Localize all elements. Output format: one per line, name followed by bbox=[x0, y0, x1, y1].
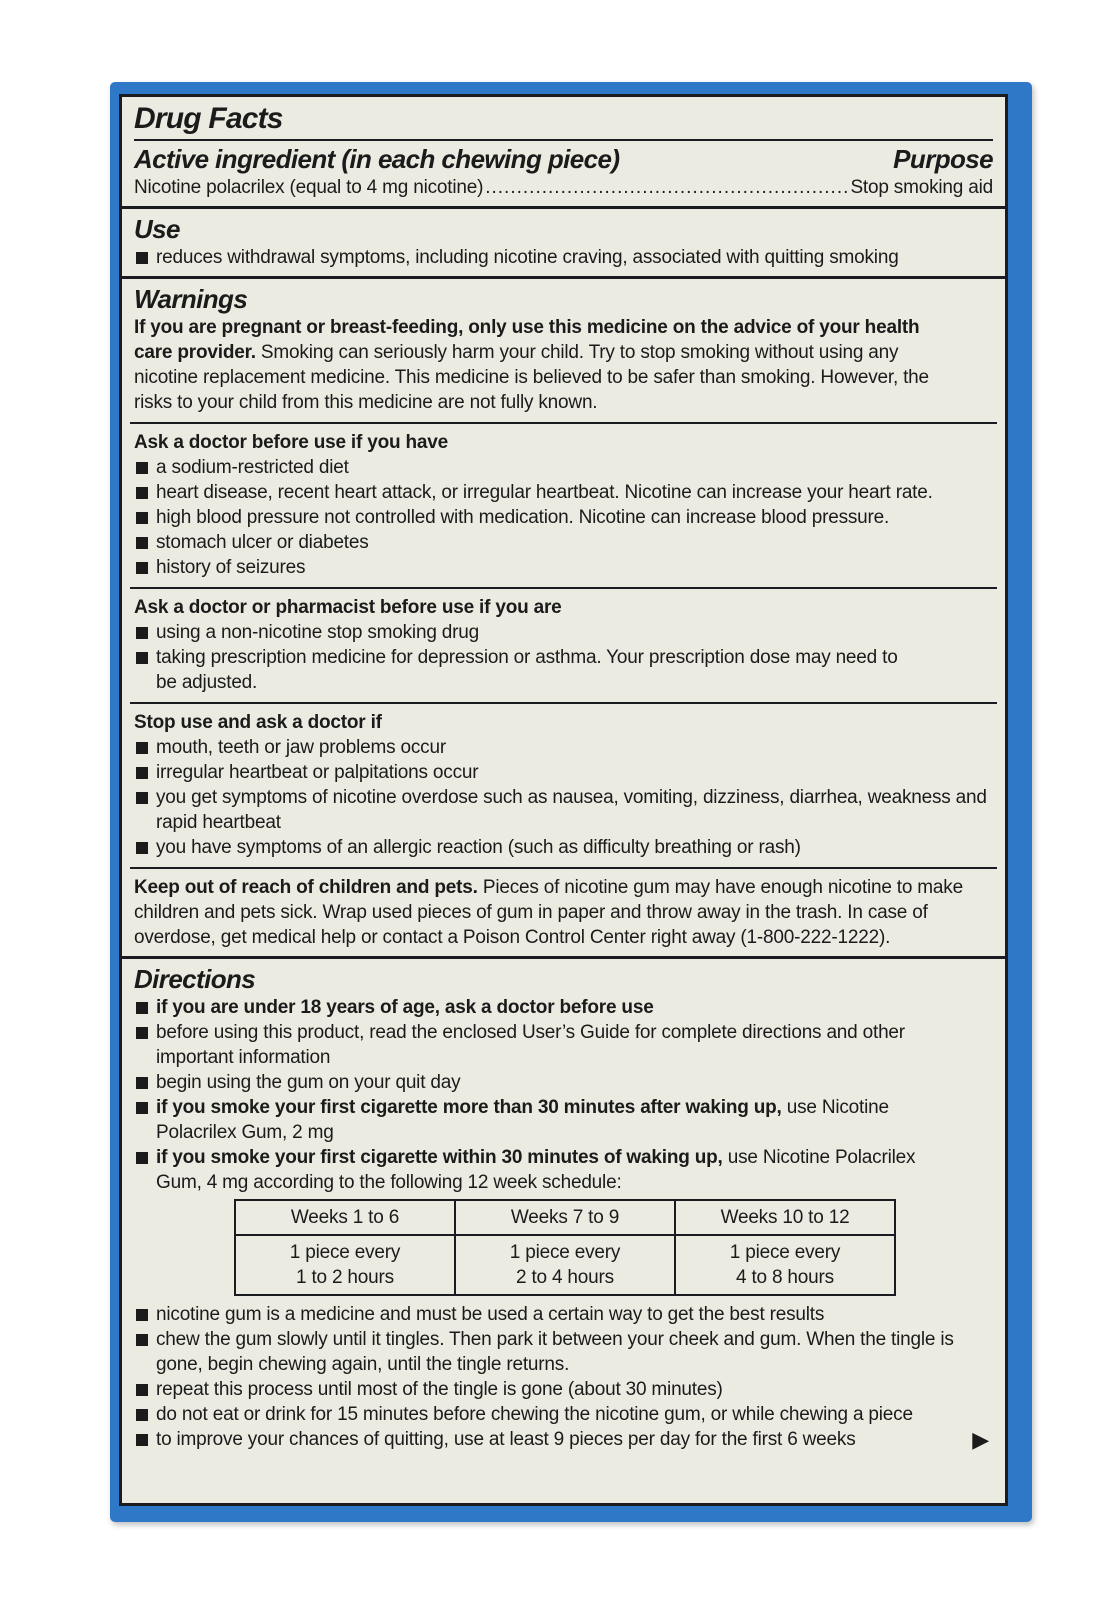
use-heading: Use bbox=[134, 214, 180, 244]
list-item bbox=[134, 1302, 993, 1327]
keep-out-warning bbox=[134, 875, 993, 950]
bullet-square-icon bbox=[136, 487, 148, 499]
warnings-section bbox=[122, 279, 1005, 959]
active-ingredient-section bbox=[122, 97, 1005, 209]
bullet-square-icon bbox=[136, 562, 148, 574]
bullet-square-icon bbox=[136, 1077, 148, 1089]
list-item-text: using a non-nicotine stop smoking drug bbox=[156, 622, 479, 643]
list-item bbox=[134, 1427, 993, 1452]
bullet-square-icon bbox=[136, 537, 148, 549]
ingredient-row bbox=[134, 175, 993, 200]
directions-heading: Directions bbox=[134, 964, 256, 994]
table-cell bbox=[235, 1235, 455, 1295]
list-item-text bbox=[156, 1095, 953, 1145]
list-item-text: stomach ulcer or diabetes bbox=[156, 532, 369, 553]
bullet-square-icon bbox=[136, 1409, 148, 1421]
list-item bbox=[134, 1377, 993, 1402]
item-bold-text: if you smoke your first cigarette more than 30 minutes after waking up, bbox=[156, 1097, 782, 1118]
bullet-square-icon bbox=[136, 627, 148, 639]
list-item-text: heart disease, recent heart attack, or irregular heartbeat. Nicotine can increase your heart rate. bbox=[156, 482, 933, 503]
bullet-square-icon bbox=[136, 1102, 148, 1114]
list-item-text bbox=[156, 1145, 963, 1195]
list-item-text: mouth, teeth or jaw problems occur bbox=[156, 737, 446, 758]
list-item bbox=[134, 1020, 993, 1070]
bullet-square-icon bbox=[136, 652, 148, 664]
purpose-heading: Purpose bbox=[893, 144, 993, 174]
list-item-text: to improve your chances of quitting, use at least 9 pieces per day for the first 6 weeks bbox=[156, 1429, 856, 1450]
keep-out-bold: Keep out of reach of children and pets. bbox=[134, 877, 478, 898]
list-item-text: repeat this process until most of the tingle is gone (about 30 minutes) bbox=[156, 1379, 723, 1400]
list-item-text: you get symptoms of nicotine overdose such as nausea, vomiting, dizziness, diarrhea, weakness and rapid heartbeat bbox=[156, 787, 987, 833]
drug-facts-title: Drug Facts bbox=[134, 102, 283, 135]
bullet-square-icon bbox=[136, 767, 148, 779]
bullet-square-icon bbox=[136, 742, 148, 754]
item-bold-text: if you smoke your first cigarette within 30 minutes of waking up, bbox=[156, 1147, 723, 1168]
bullet-square-icon bbox=[136, 1434, 148, 1446]
cell-line: 1 to 2 hours bbox=[296, 1267, 394, 1288]
list-item bbox=[134, 1145, 993, 1195]
warnings-heading: Warnings bbox=[134, 284, 248, 314]
title-rule bbox=[134, 139, 993, 141]
bullet-square-icon bbox=[136, 512, 148, 524]
pregnancy-warning-text: Smoking can seriously harm your child. Try to stop smoking without using any nicotine replacement medicine. This medicine is believed to be safer than smoking. However, the risks to your child from this medicine are not fully known. bbox=[134, 342, 929, 413]
list-item bbox=[134, 1327, 993, 1377]
list-item bbox=[134, 555, 993, 580]
bullet-square-icon bbox=[136, 1384, 148, 1396]
bullet-square-icon bbox=[136, 1152, 148, 1164]
package-panel bbox=[110, 82, 1032, 1522]
list-item bbox=[134, 455, 993, 480]
list-item-text: do not eat or drink for 15 minutes before chewing the nicotine gum, or while chewing a piece bbox=[156, 1404, 913, 1425]
pregnancy-warning bbox=[134, 315, 993, 415]
divider bbox=[130, 702, 997, 704]
pregnancy-warning-bold: If you are pregnant or breast-feeding, only use this medicine on the advice of your health care provider. bbox=[134, 317, 920, 363]
bullet-square-icon bbox=[136, 792, 148, 804]
dosing-schedule-table bbox=[234, 1199, 896, 1296]
table-header-cell: Weeks 7 to 9 bbox=[455, 1200, 675, 1235]
bullet-square-icon bbox=[136, 1002, 148, 1014]
leader-dots bbox=[485, 175, 848, 200]
cell-line: 1 piece every bbox=[729, 1242, 841, 1263]
list-item bbox=[134, 1402, 993, 1427]
item-text: use Nicotine Polacrilex Gum, 2 mg bbox=[156, 1097, 889, 1143]
cell-line: 2 to 4 hours bbox=[516, 1267, 614, 1288]
list-item-text: if you are under 18 years of age, ask a doctor before use bbox=[156, 997, 654, 1018]
drug-facts-label bbox=[119, 94, 1008, 1506]
item-text: use Nicotine Polacrilex Gum, 4 mg according to the following 12 week schedule: bbox=[156, 1147, 916, 1193]
list-item bbox=[134, 1095, 993, 1145]
list-item-text: history of seizures bbox=[156, 557, 306, 578]
active-ingredient-heading: Active ingredient (in each chewing piece) bbox=[134, 144, 620, 174]
divider bbox=[130, 422, 997, 424]
cell-line: 4 to 8 hours bbox=[736, 1267, 834, 1288]
use-section bbox=[122, 209, 1005, 279]
list-item-text: irregular heartbeat or palpitations occur bbox=[156, 762, 479, 783]
table-row bbox=[235, 1235, 895, 1295]
table-cell bbox=[455, 1235, 675, 1295]
continue-arrow-icon: ▶ bbox=[972, 1427, 989, 1452]
list-item bbox=[134, 505, 993, 530]
bullet-square-icon bbox=[136, 1027, 148, 1039]
list-item bbox=[134, 735, 993, 760]
stop-use-heading: Stop use and ask a doctor if bbox=[134, 712, 382, 733]
use-item-text: reduces withdrawal symptoms, including nicotine craving, associated with quitting smoking bbox=[156, 247, 899, 268]
list-item-text: chew the gum slowly until it tingles. Then park it between your cheek and gum. When the tingle is gone, begin chewing again, until the tingle returns. bbox=[156, 1329, 954, 1375]
list-item bbox=[134, 785, 993, 835]
list-item bbox=[134, 995, 993, 1020]
list-item bbox=[134, 530, 993, 555]
directions-section bbox=[122, 959, 1005, 1456]
bullet-square-icon bbox=[136, 1309, 148, 1321]
table-cell bbox=[675, 1235, 895, 1295]
bullet-square-icon bbox=[136, 842, 148, 854]
divider bbox=[130, 867, 997, 869]
cell-line: 1 piece every bbox=[509, 1242, 621, 1263]
list-item bbox=[134, 480, 993, 505]
ingredient-name: Nicotine polacrilex (equal to 4 mg nicotine) bbox=[134, 177, 484, 198]
list-item-text: taking prescription medicine for depression or asthma. Your prescription dose may need to be adjusted. bbox=[156, 647, 898, 693]
keep-out-text: Pieces of nicotine gum may have enough nicotine to make children and pets sick. Wrap used pieces of gum in paper and throw away in the trash. In case of overdose, get medical help or contact a Poison Control Center right away (1-800-222-1222). bbox=[134, 877, 963, 948]
list-item bbox=[134, 620, 993, 645]
list-item-text: a sodium-restricted diet bbox=[156, 457, 349, 478]
bullet-square-icon bbox=[136, 462, 148, 474]
bullet-square-icon bbox=[136, 1334, 148, 1346]
ingredient-purpose: Stop smoking aid bbox=[850, 177, 993, 198]
list-item-text: begin using the gum on your quit day bbox=[156, 1072, 461, 1093]
list-item bbox=[134, 645, 993, 695]
list-item-text: before using this product, read the enclosed User’s Guide for complete directions and other important information bbox=[156, 1022, 905, 1068]
list-item-text: nicotine gum is a medicine and must be used a certain way to get the best results bbox=[156, 1304, 825, 1325]
ask-pharmacist-heading: Ask a doctor or pharmacist before use if you are bbox=[134, 597, 562, 618]
active-heading-row bbox=[134, 143, 993, 175]
bullet-square-icon bbox=[136, 252, 148, 264]
table-header-cell: Weeks 10 to 12 bbox=[675, 1200, 895, 1235]
use-item bbox=[134, 245, 993, 270]
list-item bbox=[134, 760, 993, 785]
list-item bbox=[134, 835, 993, 860]
list-item bbox=[134, 1070, 993, 1095]
table-header-cell: Weeks 1 to 6 bbox=[235, 1200, 455, 1235]
list-item-text: you have symptoms of an allergic reaction (such as difficulty breathing or rash) bbox=[156, 837, 801, 858]
cell-line: 1 piece every bbox=[289, 1242, 401, 1263]
divider bbox=[130, 587, 997, 589]
list-item-text: high blood pressure not controlled with medication. Nicotine can increase blood pressure. bbox=[156, 507, 890, 528]
ask-doctor-heading: Ask a doctor before use if you have bbox=[134, 432, 448, 453]
table-row bbox=[235, 1200, 895, 1235]
